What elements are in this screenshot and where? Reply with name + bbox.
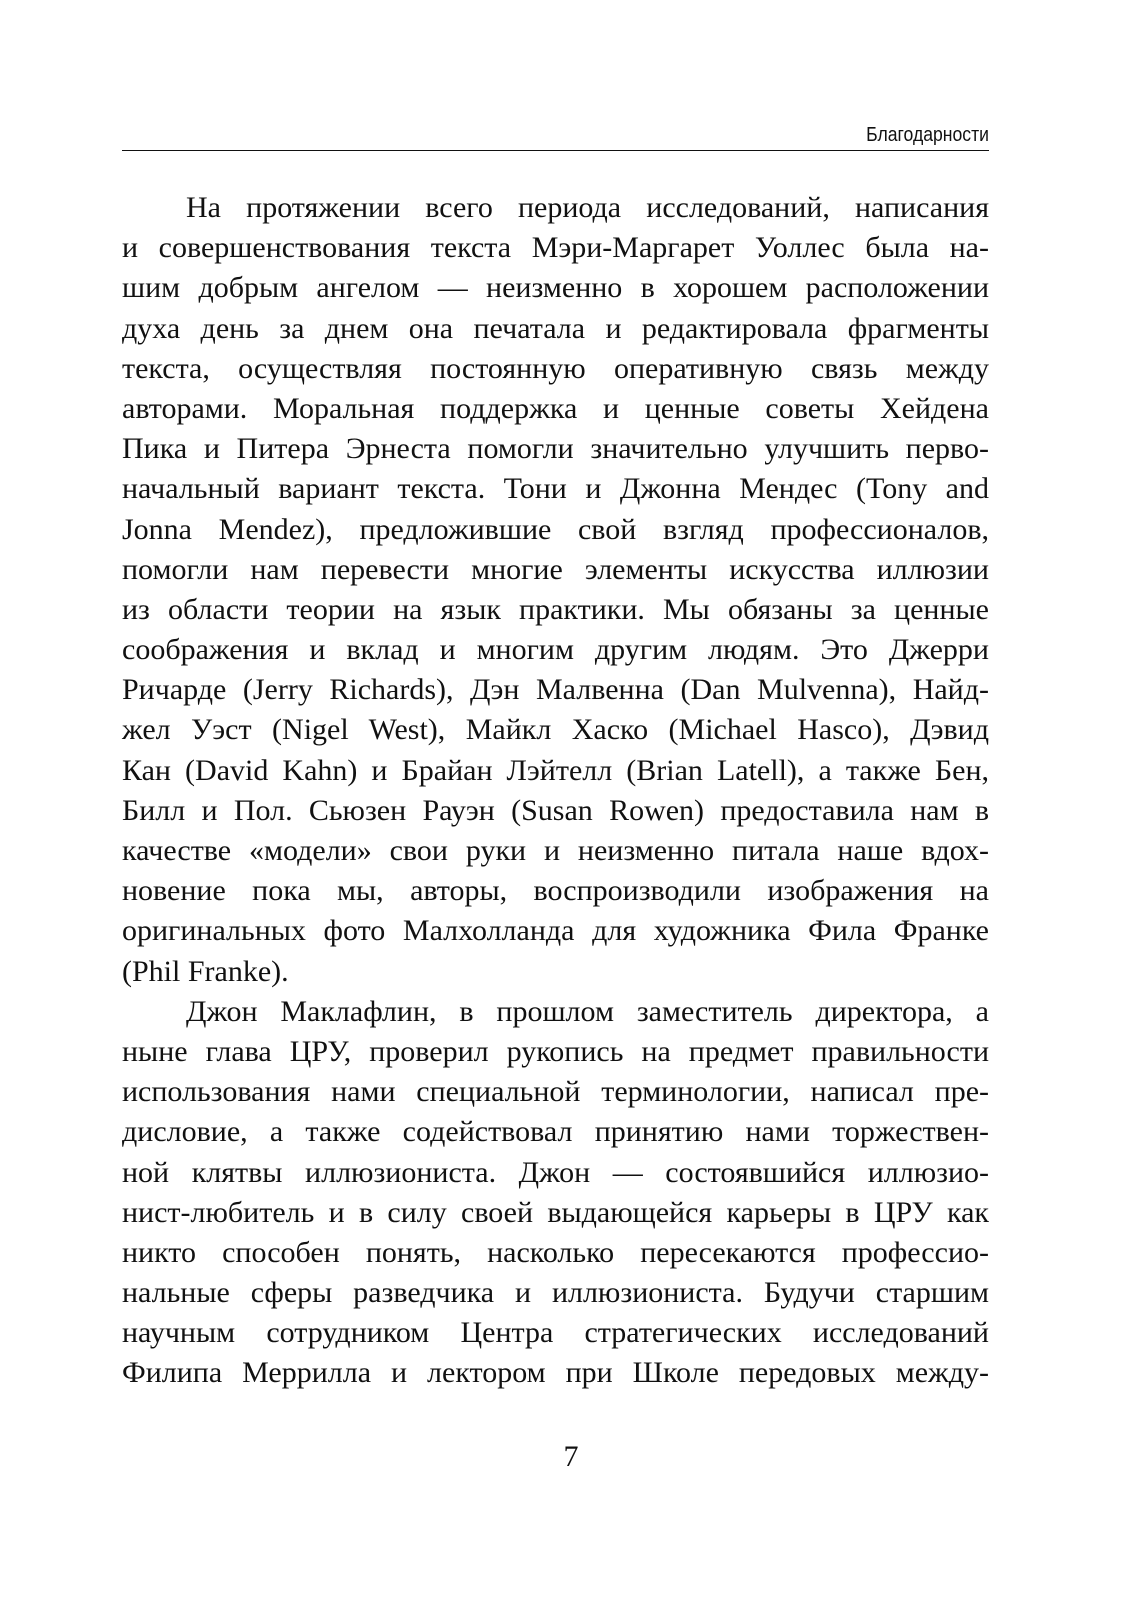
text-line: Филипа Меррилла и лектором при Школе передовых между- [122, 1356, 989, 1390]
text-line: духа день за днем она печатала и редактировала фрагменты [122, 311, 989, 345]
text-line: авторами. Моральная поддержка и ценные советы Хейдена [122, 391, 989, 425]
text-line: научным сотрудником Центра стратегических исследований [122, 1316, 989, 1350]
text-line: Кан (David Kahn) и Брайан Лэйтелл (Brian Latell), а также Бен, [122, 753, 989, 787]
text-line: шим добрым ангелом — неизменно в хорошем расположении [122, 271, 989, 305]
running-header-title: Благодарности [866, 124, 989, 146]
text-line: дисловие, а также содействовал принятию нами торжествен- [122, 1115, 989, 1149]
paragraph-2 [122, 992, 989, 1394]
text-line: текста, осуществляя постоянную оперативную связь между [122, 351, 989, 385]
page-number: 7 [563, 1440, 579, 1473]
text-line: качестве «модели» свои руки и неизменно питала наше вдох- [122, 834, 989, 867]
text-line: и совершенствования текста Мэри-Маргарет Уоллес была на- [122, 231, 989, 265]
text-line: нальные сферы разведчика и иллюзиониста. Будучи старшим [122, 1276, 989, 1310]
text-line: нист-любитель и в силу своей выдающейся карьеры в ЦРУ как [122, 1195, 989, 1229]
text-line: использования нами специальной терминологии, написал пре- [122, 1075, 989, 1109]
text-line: соображения и вклад и многим другим людям. Это Джерри [122, 633, 989, 667]
text-line: никто способен понять, насколько пересекаются профессио- [122, 1235, 989, 1269]
text-line: новение пока мы, авторы, воспроизводили изображения на [122, 874, 989, 908]
body-text [122, 188, 989, 1394]
text-line: жел Уэст (Nigel West), Майкл Хаско (Michael Hasco), Дэвид [122, 713, 989, 747]
text-line: На протяжении всего периода исследований, написания [186, 191, 989, 224]
text-line: Билл и Пол. Сьюзен Рауэн (Susan Rowen) предоставила нам в [122, 793, 989, 827]
text-line: Jonna Mendez), предложившие свой взгляд профессионалов, [122, 512, 989, 546]
header-rule [122, 150, 989, 151]
text-line: (Phil Franke). [122, 954, 289, 988]
text-line: Джон Маклафлин, в прошлом заместитель директора, а [186, 994, 989, 1028]
text-line: из области теории на язык практики. Мы обязаны за ценные [122, 592, 989, 626]
text-line: оригинальных фото Малхолланда для художника Фила Франке [122, 914, 989, 948]
text-line: ной клятвы иллюзиониста. Джон — состоявшийся иллюзио- [122, 1155, 989, 1189]
paragraph-1 [122, 188, 989, 992]
text-line: ныне глава ЦРУ, проверил рукопись на предмет правильности [122, 1034, 989, 1068]
text-line: помогли нам перевести многие элементы искусства иллюзии [122, 552, 989, 586]
text-line: начальный вариант текста. Тони и Джонна Мендес (Tony and [122, 472, 989, 506]
text-line: Ричарде (Jerry Richards), Дэн Малвенна (Dan Mulvenna), Найд- [122, 673, 989, 707]
text-line: Пика и Питера Эрнеста помогли значительно улучшить перво- [122, 432, 989, 466]
